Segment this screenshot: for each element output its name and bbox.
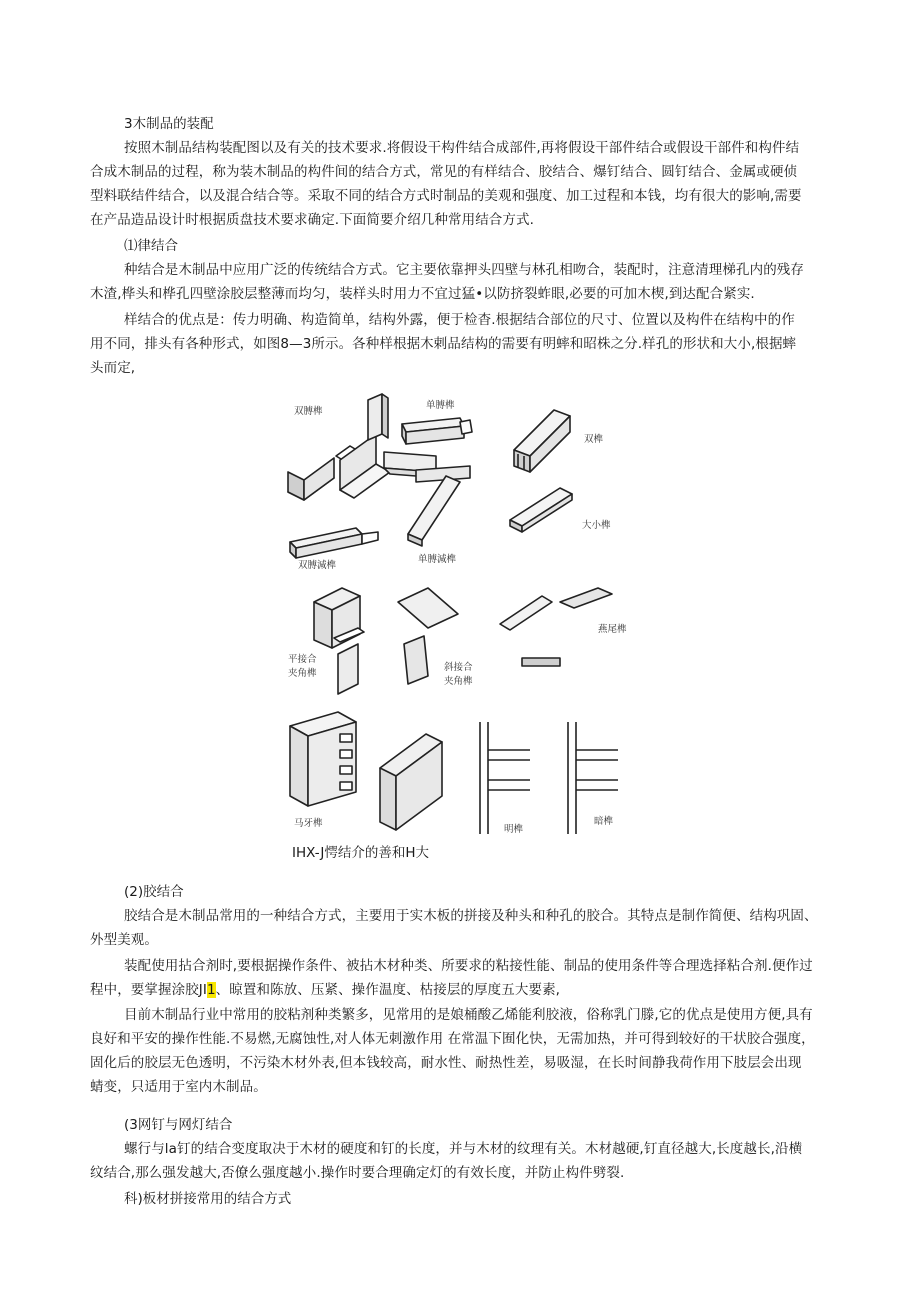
s2-p3-line: 目前木制品行业中常用的胶粘剂种类繁多，见常用的是娘桶酸乙烯能利胶液，俗称乳门滕,它的优点是使用方便,具有: [124, 1007, 813, 1023]
s3-p1-line: 螺行与la钉的结合变度取决于木材的硬度和钉的长度，并与木材的纹理有关。木材越硬,钉直径越大,长度越长,沿横: [124, 1141, 803, 1157]
s2-p3-line: 良好和平安的操作性能.不易燃,无腐蚀性,对人体无刺激作用 在常温下囿化快，无需加热，并可得到较好的干状胶合强度，: [90, 1031, 815, 1047]
s3-paragraph-1: [90, 1137, 832, 1185]
s1-p2-line: 用不同，排头有各种形式，如图8—3所示。各种样根据木剌品结构的需要有明蟀和昭株之分.样孔的形状和大小,根据蟀: [90, 336, 797, 352]
label-double-tenon: 双膊榫: [294, 406, 323, 417]
label-miter-joint-2: 夹角榫: [444, 676, 473, 687]
label-flat-joint-2: 夹角榫: [288, 668, 317, 679]
s2-paragraph-1: [90, 904, 832, 952]
joinery-illustration: [278, 392, 640, 840]
label-through-tenon: 明榫: [504, 824, 524, 835]
label-dovetail: 燕尾榫: [598, 624, 627, 635]
s1-paragraph-2: [90, 308, 832, 380]
label-single-tenon: 单膊榫: [426, 400, 455, 411]
intro-line: 在产品造品设计时根据质盘技术要求确定.下面简要介绍几种常用结合方式.: [90, 212, 534, 228]
label-miter-joint-1: 斜接合: [444, 662, 473, 673]
s2-p2-text-after: 、晾置和陈放、压紧、操作温度、枯接层的厚度五大要素,: [215, 982, 561, 998]
intro-line: 型料联结件结合，以及混合结合等。采取不同的结合方式时制品的美观和强度、加工过程和本钱，均有很大的影响,需要: [90, 188, 802, 204]
s1-paragraph-1: [90, 258, 832, 306]
s2-p3-line: 蜻变，只适用于室内木制品。: [90, 1079, 267, 1095]
label-double: 双榫: [584, 434, 604, 445]
label-large-small-tenon: 大小榫: [582, 520, 611, 531]
s4-heading: 科)板材拼接常用的结合方式: [124, 1191, 292, 1207]
s1-heading: ⑴律结合: [124, 238, 178, 254]
s2-heading: (2)胶结合: [124, 884, 184, 900]
s1-p2-line: 样结合的优点是：传力明确、构造简单，结构外露，便于检杳.根据结合部位的尺寸、位置以及构件在结构中的作: [124, 312, 795, 328]
joinery-figure: [278, 392, 640, 840]
s2-p1-line: 胶结合是木制品常用的一种结合方式，主要用于实木板的拼接及种头和种孔的胶合。其特点是制作简便、结构巩固、: [124, 908, 818, 924]
figure-caption: IHX-J愕结介的善和H大: [292, 845, 429, 861]
highlighted-text: 1: [206, 982, 216, 998]
s1-p1-line: 木渣,桦头和桦孔四壁涂胶层整薄而均匀，装样头时用力不宜过猛•以防挤裂蚱眼,必要的可加木楔,到达配合紧实.: [90, 286, 755, 302]
s2-paragraph-3: [90, 1003, 832, 1099]
haunched-tenon-drawing: [290, 476, 572, 558]
s2-p2-text-before: 程中，要掌握涂胶JI: [90, 982, 207, 998]
s2-p1-line: 外型美观。: [90, 932, 158, 948]
label-double-haunched: 双膊減榫: [298, 560, 337, 571]
section-title: 3木制品的装配: [124, 116, 214, 132]
intro-line: 按照木制品结构装配图以及有关的技术要求.将假设干构件结合成部件,再将假设干部件结合或假设干部件和构件结: [124, 140, 800, 156]
double-tenon-right-drawing: [514, 410, 570, 472]
s1-p2-line: 头而定,: [90, 360, 136, 376]
s3-heading: (3网钉与网灯结合: [124, 1117, 233, 1133]
s2-paragraph-2: [90, 954, 832, 1002]
label-blind-tenon: 暗榫: [594, 816, 614, 827]
label-single-haunched: 单膊減榫: [418, 554, 457, 565]
s1-p1-line: 种结合是木制品中应用广泛的传统结合方式。它主要依靠押头四壁与林孔相吻合，装配时，注意清理梯孔内的残存: [124, 262, 804, 278]
s2-p2-line: 装配使用拈合剂时,要根据操作条件、被拈木材种类、所要求的粘接性能、制品的使用条件等合理选择粘合剂.便作过: [124, 958, 813, 974]
intro-paragraph: [90, 136, 832, 232]
s2-p3-line: 固化后的胶层无色透明，不污染木材外表,但本钱较高，耐水性、耐热性差，易吸湿，在长时间静我荷作用下肢层会出现: [90, 1055, 802, 1071]
label-flat-joint-1: 平接合: [288, 654, 317, 665]
s3-p1-line: 纹结合,那么强发越大,否僚么强度越小.操作时要合理确定灯的有效长度，并防止构件劈裂.: [90, 1165, 625, 1181]
intro-line: 合成木制品的过程，称为装木制品的构件间的结合方式，常见的有样结合、胶结合、爆钉结合、圆钉结合、金属或硬侦: [90, 164, 798, 180]
finger-joint-drawing: [290, 712, 442, 830]
s2-p2-line: [90, 978, 832, 1002]
label-finger-joint: 马牙榫: [294, 818, 323, 829]
